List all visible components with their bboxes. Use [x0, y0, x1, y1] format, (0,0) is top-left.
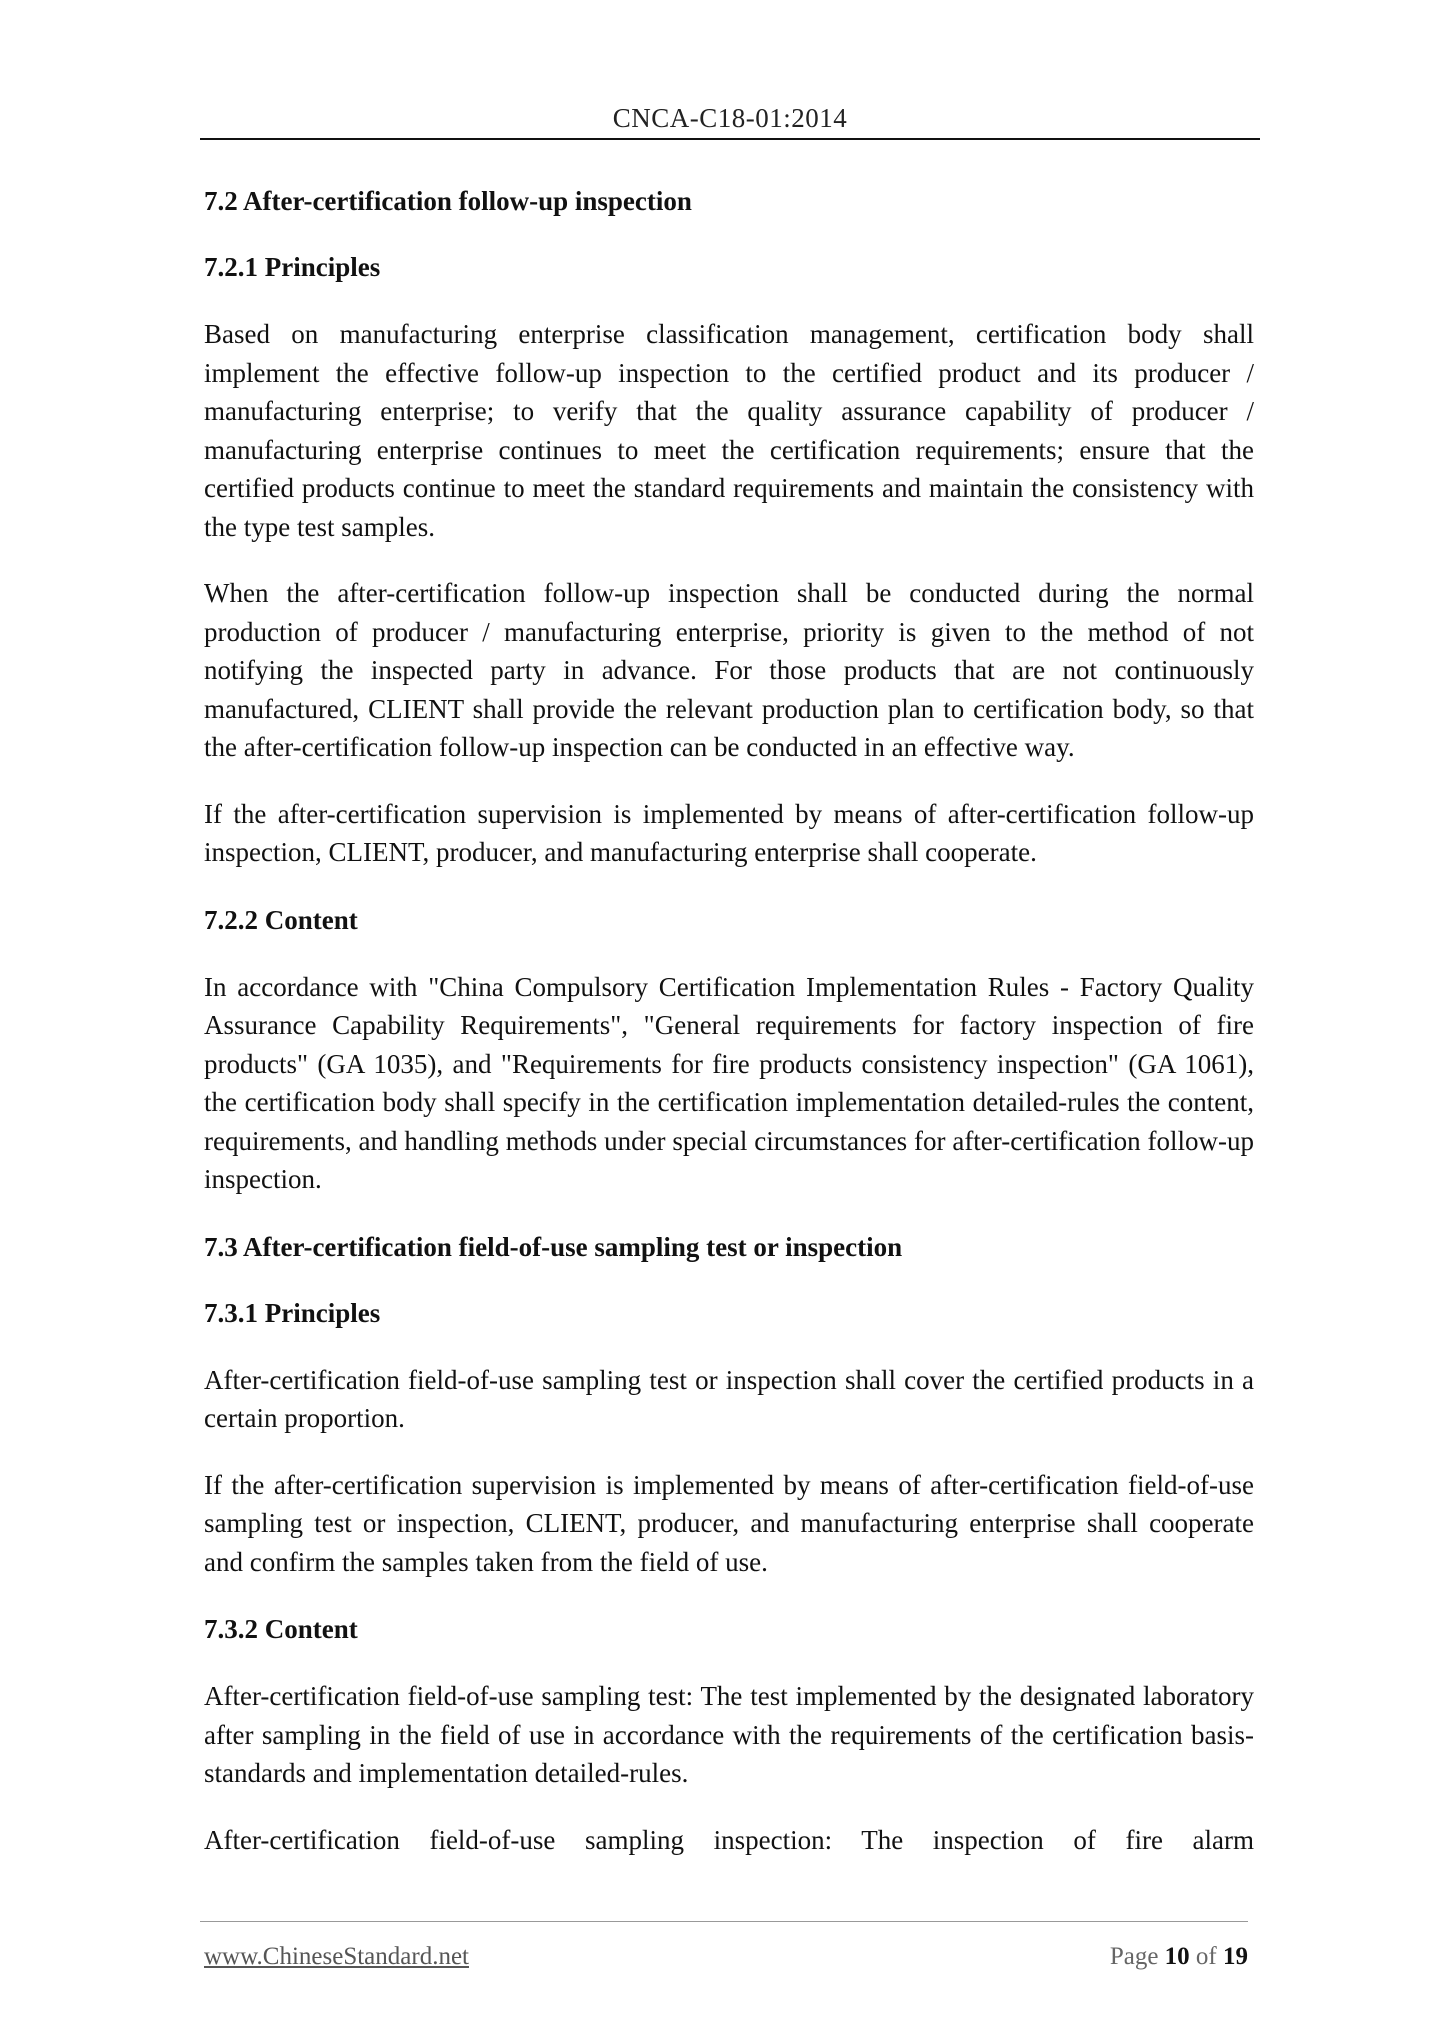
section-7-2-1-paragraph-1: Based on manufacturing enterprise classification management, certification body shall implement the effective follow-up inspection to the certified product and its producer / manufacturing enterprise; to verify that the quality assurance capability of producer / manufacturing enterprise continues to meet the certification requirements; ensure that the certified products continue to meet the standard requirements and maintain the consistency with the type test samples.: [204, 319, 1254, 542]
section-7-3-2-paragraph-2: After-certification field-of-use sampling inspection: The inspection of fire alarm: [204, 1824, 1254, 1855]
section-7-3-1-title: 7.3.1 Principles: [204, 1297, 381, 1328]
section-7-2-1-title: 7.2.1 Principles: [204, 252, 381, 282]
section-7-3-1-paragraph-2: If the after-certification supervision is implemented by means of after-certification field-of-use sampling test or inspection, CLIENT, producer, and manufacturing enterprise shall cooperate and confirm the samples taken from the field of use.: [204, 1469, 1254, 1577]
page-word: Page: [1109, 1943, 1159, 1970]
section-7-3-2-paragraph-1: After-certification field-of-use sampling test: The test implemented by the designated laboratory after sampling in the field of use in accordance with the requirements of the certification basis-standards and implementation detailed-rules.: [204, 1681, 1254, 1788]
page-number: [1110, 1939, 1248, 1975]
section-7-2-2-paragraph-1: In accordance with "China Compulsory Certification Implementation Rules - Factory Quality Assurance Capability Requirements", "General requirements for factory inspection of fire products" (GA 1035), and "Requirements for fire products consistency inspection" (GA 1061), the certification body shall specify in the certification implementation detailed-rules the content, requirements, and handling methods under special circumstances for after-certification follow-up inspection.: [204, 971, 1254, 1194]
section-7-3-2-title: 7.3.2 Content: [204, 1614, 358, 1644]
section-7-3-1-paragraph-1: After-certification field-of-use sampling test or inspection shall cover the certified products in a certain proportion.: [204, 1364, 1254, 1433]
page-total: 19: [1223, 1943, 1248, 1970]
section-7-2-2-title: 7.2.2 Content: [204, 904, 358, 935]
page-footer: [204, 1939, 1248, 1975]
page-of-word: of: [1195, 1943, 1217, 1970]
section-7-3-title: 7.3 After-certification field-of-use sampling test or inspection: [204, 1231, 903, 1262]
section-7-2-1-paragraph-2: When the after-certification follow-up inspection shall be conducted during the normal production of producer / manufacturing enterprise, priority is given to the method of not notifying the inspected party in advance. For those products that are not continuously manufactured, CLIENT shall provide the relevant production plan to certification body, so that the after-certification follow-up inspection can be conducted in an effective way.: [204, 578, 1254, 762]
page-header: [200, 100, 1260, 140]
document-body: [204, 183, 1254, 1859]
website-link[interactable]: www.ChineseStandard.net: [204, 1943, 469, 1970]
page-current: 10: [1164, 1943, 1190, 1970]
section-7-2-title: 7.2 After-certification follow-up inspection: [204, 186, 692, 216]
footer-divider: [200, 1921, 1248, 1922]
document-code: CNCA-C18-01:2014: [612, 103, 848, 133]
section-7-2-1-paragraph-3: If the after-certification supervision is implemented by means of after-certification follow-up inspection, CLIENT, producer, and manufacturing enterprise shall cooperate.: [204, 798, 1254, 867]
